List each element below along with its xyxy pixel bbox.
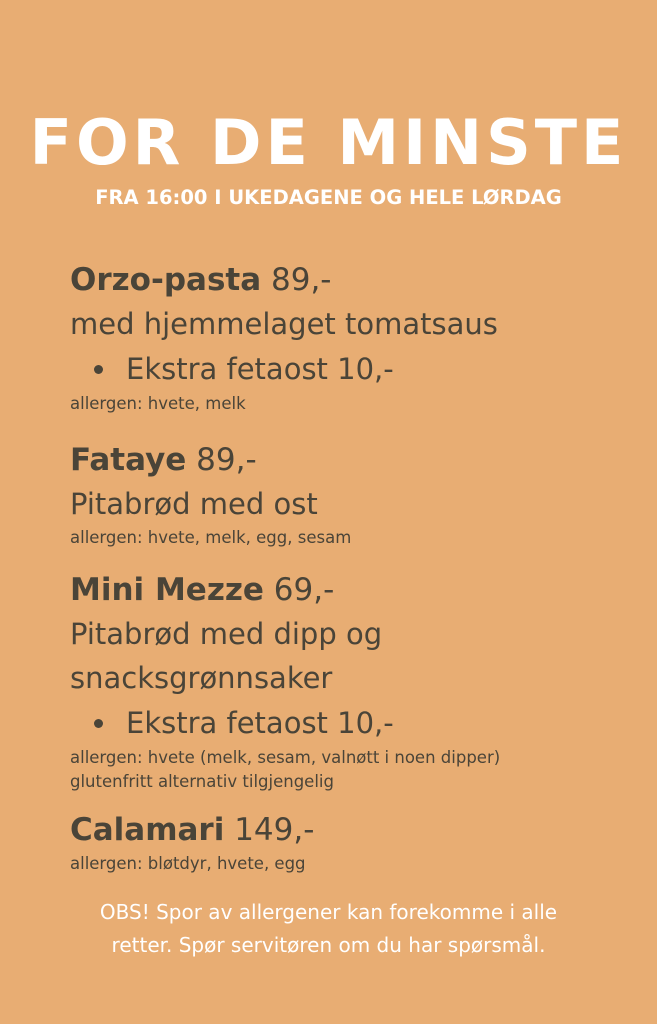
item-price: 89,- xyxy=(186,442,257,478)
item-name: Fataye xyxy=(70,442,187,478)
allergen-notice-line: retter. Spør servitøren om du har spørsmål. xyxy=(111,933,546,957)
allergen-notice xyxy=(0,896,657,962)
bullet-icon xyxy=(94,365,103,374)
item-price: 149,- xyxy=(224,812,315,848)
item-extra xyxy=(70,346,630,392)
item-heading xyxy=(70,568,630,612)
item-description: med hjemmelaget tomatsaus xyxy=(70,307,498,341)
item-extra xyxy=(70,700,630,746)
item-extra-label: Ekstra fetaost 10,- xyxy=(126,706,394,740)
item-description: Pitabrød med dipp og xyxy=(70,617,383,651)
item-price: 69,- xyxy=(263,572,335,608)
item-description: snacksgrønnsaker xyxy=(70,661,333,695)
item-allergens: allergen: hvete, melk xyxy=(70,394,246,413)
item-heading xyxy=(70,258,630,302)
item-name: Mini Mezze xyxy=(70,572,264,608)
menu-item-fataye xyxy=(70,438,630,550)
item-extra-label: Ekstra fetaost 10,- xyxy=(126,352,394,386)
page-title: FOR DE MINSTE xyxy=(29,106,628,179)
page-subtitle: FRA 16:00 I UKEDAGENE OG HELE LØRDAG xyxy=(95,186,562,209)
item-allergens: glutenfritt alternativ tilgjengelig xyxy=(70,772,334,791)
item-allergens: allergen: bløtdyr, hvete, egg xyxy=(70,854,306,873)
bullet-icon xyxy=(94,719,103,728)
menu-item-mini-mezze xyxy=(70,568,630,794)
menu-item-orzo-pasta xyxy=(70,258,630,416)
menu-item-calamari xyxy=(70,808,630,876)
item-name: Calamari xyxy=(70,812,225,848)
item-allergens: allergen: hvete, melk, egg, sesam xyxy=(70,528,352,547)
allergen-notice-line: OBS! Spor av allergener kan forekomme i alle xyxy=(99,900,558,924)
item-allergens: allergen: hvete (melk, sesam, valnøtt i noen dipper) xyxy=(70,748,501,767)
menu-list xyxy=(70,258,630,876)
item-heading xyxy=(70,438,630,482)
item-name: Orzo-pasta xyxy=(70,262,262,298)
item-price: 89,- xyxy=(261,262,332,298)
item-description: Pitabrød med ost xyxy=(70,487,318,521)
item-heading xyxy=(70,808,630,852)
